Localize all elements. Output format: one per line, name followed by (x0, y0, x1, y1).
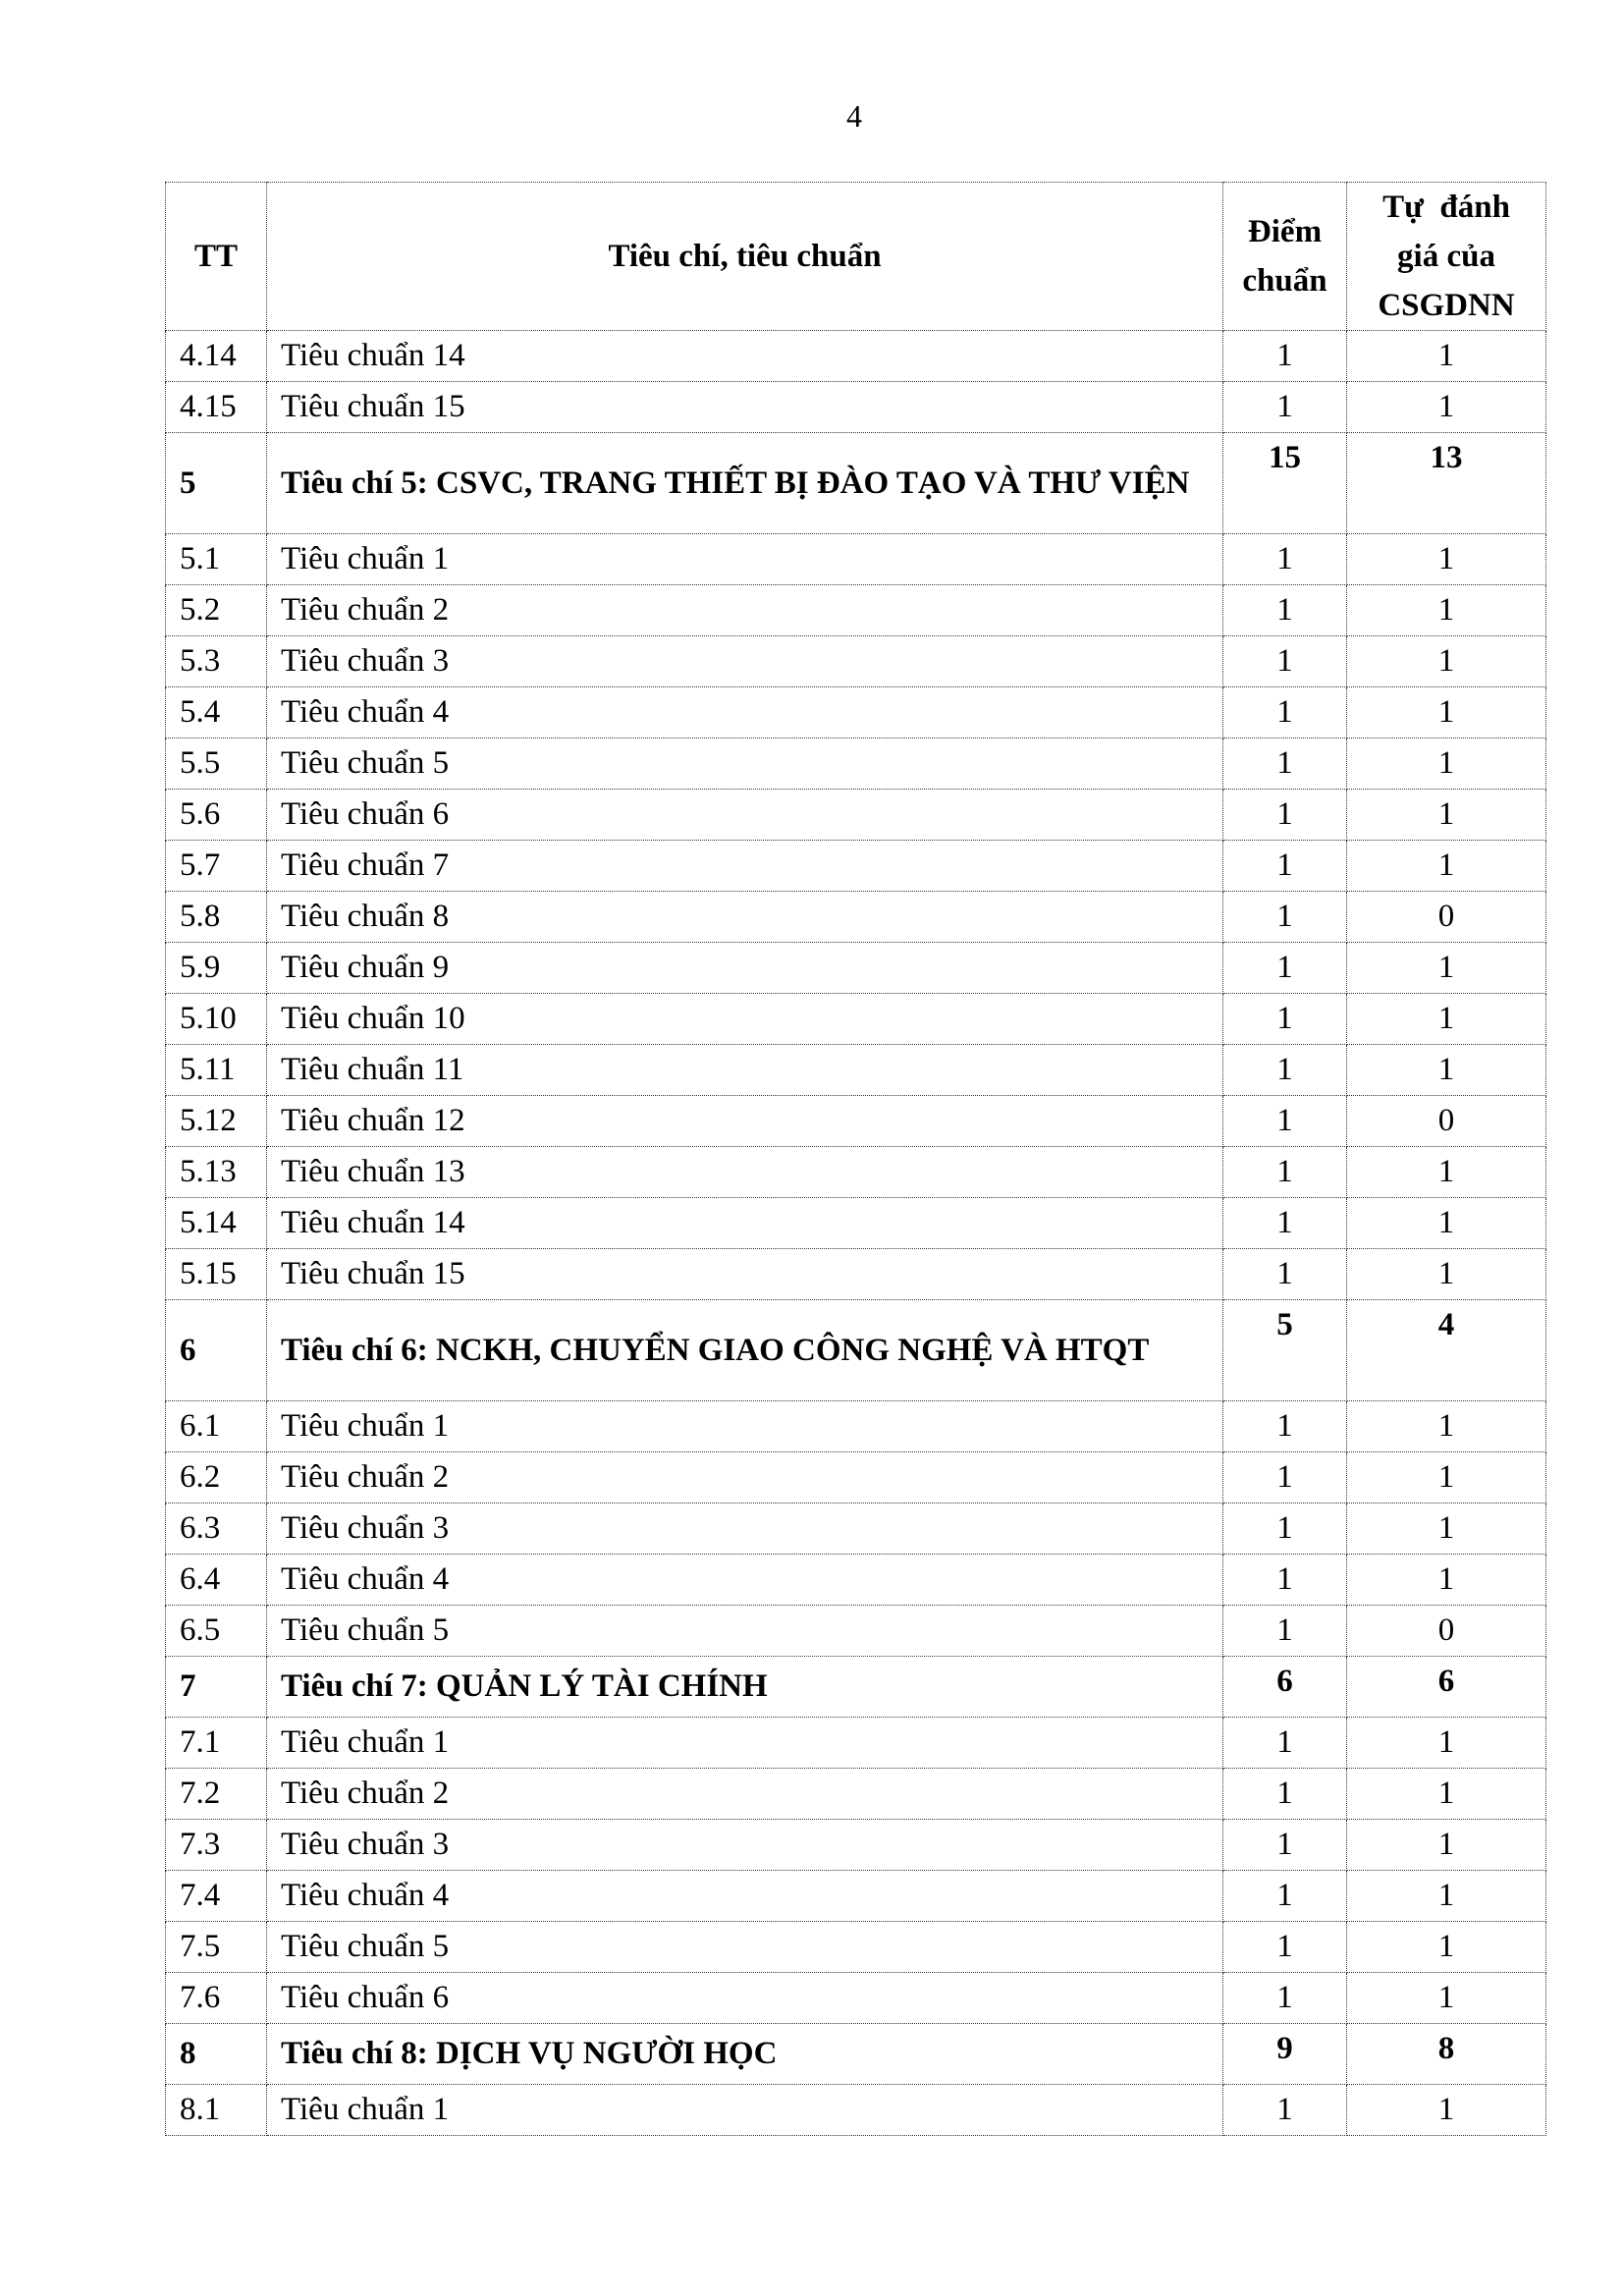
standard-row (166, 636, 1546, 687)
row-number: 5.8 (166, 892, 267, 943)
standard-row (166, 1096, 1546, 1147)
row-number: 6.2 (166, 1452, 267, 1503)
criterion-row (166, 2024, 1546, 2085)
row-number: 5.14 (166, 1198, 267, 1249)
row-number: 4.15 (166, 382, 267, 433)
row-title: Tiêu chí 8: DỊCH VỤ NGƯỜI HỌC (267, 2024, 1223, 2085)
row-title: Tiêu chuẩn 2 (267, 1452, 1223, 1503)
row-self-score: 1 (1347, 994, 1546, 1045)
row-standard-points: 1 (1223, 687, 1347, 738)
row-title: Tiêu chuẩn 14 (267, 331, 1223, 382)
row-title: Tiêu chuẩn 4 (267, 687, 1223, 738)
row-self-score: 1 (1347, 1401, 1546, 1452)
row-self-score: 1 (1347, 534, 1546, 585)
row-standard-points: 15 (1223, 433, 1347, 534)
row-self-score: 1 (1347, 738, 1546, 790)
row-title: Tiêu chuẩn 3 (267, 1503, 1223, 1555)
standard-row (166, 943, 1546, 994)
row-title: Tiêu chuẩn 7 (267, 841, 1223, 892)
header-self-line: CSGDNN (1378, 288, 1515, 323)
row-self-score: 1 (1347, 382, 1546, 433)
row-standard-points: 1 (1223, 1769, 1347, 1820)
standard-row (166, 687, 1546, 738)
row-number: 7.6 (166, 1973, 267, 2024)
row-self-score: 1 (1347, 1249, 1546, 1300)
row-number: 5.2 (166, 585, 267, 636)
row-number: 5.12 (166, 1096, 267, 1147)
row-title: Tiêu chuẩn 15 (267, 382, 1223, 433)
standard-row (166, 1147, 1546, 1198)
row-title: Tiêu chuẩn 2 (267, 1769, 1223, 1820)
row-self-score: 8 (1347, 2024, 1546, 2085)
standard-row (166, 331, 1546, 382)
row-number: 4.14 (166, 331, 267, 382)
row-self-score: 1 (1347, 585, 1546, 636)
standard-row (166, 1718, 1546, 1769)
row-number: 7.3 (166, 1820, 267, 1871)
row-number: 6.5 (166, 1606, 267, 1657)
header-points-line: chuẩn (1242, 263, 1327, 299)
row-standard-points: 1 (1223, 1045, 1347, 1096)
row-number: 5.3 (166, 636, 267, 687)
row-standard-points: 1 (1223, 382, 1347, 433)
standard-row (166, 738, 1546, 790)
row-self-score: 1 (1347, 2085, 1546, 2136)
criterion-row (166, 1300, 1546, 1401)
row-self-score: 0 (1347, 1606, 1546, 1657)
header-points-line: Điểm (1247, 214, 1323, 249)
row-standard-points: 1 (1223, 1198, 1347, 1249)
standard-row (166, 1401, 1546, 1452)
row-number: 7.1 (166, 1718, 267, 1769)
standard-row (166, 1871, 1546, 1922)
row-standard-points: 1 (1223, 1555, 1347, 1606)
row-standard-points: 1 (1223, 790, 1347, 841)
row-standard-points: 1 (1223, 1452, 1347, 1503)
standard-row (166, 841, 1546, 892)
row-standard-points: 1 (1223, 994, 1347, 1045)
row-title: Tiêu chí 6: NCKH, CHUYỂN GIAO CÔNG NGHỆ VÀ HTQT (267, 1300, 1223, 1401)
row-title: Tiêu chuẩn 3 (267, 636, 1223, 687)
row-number: 5.1 (166, 534, 267, 585)
header-criteria: Tiêu chí, tiêu chuẩn (267, 183, 1223, 331)
page-number: 4 (846, 98, 862, 134)
row-title: Tiêu chuẩn 5 (267, 1606, 1223, 1657)
row-number: 6.1 (166, 1401, 267, 1452)
row-number: 8 (166, 2024, 267, 2085)
standard-row (166, 790, 1546, 841)
row-title: Tiêu chuẩn 6 (267, 790, 1223, 841)
row-title: Tiêu chí 7: QUẢN LÝ TÀI CHÍNH (267, 1657, 1223, 1718)
row-number: 5 (166, 433, 267, 534)
row-title: Tiêu chuẩn 4 (267, 1871, 1223, 1922)
standard-row (166, 1503, 1546, 1555)
row-number: 7.2 (166, 1769, 267, 1820)
row-title: Tiêu chuẩn 5 (267, 1922, 1223, 1973)
row-title: Tiêu chuẩn 13 (267, 1147, 1223, 1198)
row-title: Tiêu chí 5: CSVC, TRANG THIẾT BỊ ĐÀO TẠO VÀ THƯ VIỆN (267, 433, 1223, 534)
row-number: 5.10 (166, 994, 267, 1045)
row-self-score: 1 (1347, 1147, 1546, 1198)
row-standard-points: 1 (1223, 892, 1347, 943)
row-standard-points: 1 (1223, 636, 1347, 687)
standard-row (166, 1769, 1546, 1820)
standard-row (166, 1973, 1546, 2024)
row-self-score: 1 (1347, 943, 1546, 994)
row-title: Tiêu chuẩn 10 (267, 994, 1223, 1045)
row-standard-points: 1 (1223, 534, 1347, 585)
row-self-score: 1 (1347, 841, 1546, 892)
standard-row (166, 1820, 1546, 1871)
row-title: Tiêu chuẩn 8 (267, 892, 1223, 943)
row-self-score: 1 (1347, 1555, 1546, 1606)
row-number: 7 (166, 1657, 267, 1718)
row-standard-points: 5 (1223, 1300, 1347, 1401)
row-number: 5.11 (166, 1045, 267, 1096)
criterion-row (166, 1657, 1546, 1718)
row-title: Tiêu chuẩn 15 (267, 1249, 1223, 1300)
standard-row (166, 1249, 1546, 1300)
row-self-score: 1 (1347, 1718, 1546, 1769)
row-standard-points: 6 (1223, 1657, 1347, 1718)
row-self-score: 0 (1347, 892, 1546, 943)
row-standard-points: 1 (1223, 1718, 1347, 1769)
row-standard-points: 1 (1223, 1096, 1347, 1147)
row-title: Tiêu chuẩn 9 (267, 943, 1223, 994)
row-title: Tiêu chuẩn 1 (267, 1718, 1223, 1769)
row-title: Tiêu chuẩn 14 (267, 1198, 1223, 1249)
row-standard-points: 1 (1223, 841, 1347, 892)
row-standard-points: 1 (1223, 1401, 1347, 1452)
row-standard-points: 1 (1223, 331, 1347, 382)
criterion-row (166, 433, 1546, 534)
standard-row (166, 1606, 1546, 1657)
row-title: Tiêu chuẩn 1 (267, 2085, 1223, 2136)
row-title: Tiêu chuẩn 3 (267, 1820, 1223, 1871)
row-number: 5.4 (166, 687, 267, 738)
row-number: 5.6 (166, 790, 267, 841)
row-standard-points: 1 (1223, 738, 1347, 790)
standard-row (166, 1198, 1546, 1249)
row-number: 5.5 (166, 738, 267, 790)
row-title: Tiêu chuẩn 4 (267, 1555, 1223, 1606)
header-self-line: Tự đánh (1382, 190, 1510, 225)
row-number: 6.4 (166, 1555, 267, 1606)
row-self-score: 1 (1347, 1503, 1546, 1555)
standard-row (166, 1452, 1546, 1503)
row-standard-points: 1 (1223, 1973, 1347, 2024)
row-self-score: 1 (1347, 1769, 1546, 1820)
row-standard-points: 9 (1223, 2024, 1347, 2085)
standard-row (166, 994, 1546, 1045)
row-number: 5.9 (166, 943, 267, 994)
row-self-score: 1 (1347, 331, 1546, 382)
row-standard-points: 1 (1223, 943, 1347, 994)
row-self-score: 1 (1347, 1871, 1546, 1922)
row-title: Tiêu chuẩn 1 (267, 1401, 1223, 1452)
row-self-score: 1 (1347, 1820, 1546, 1871)
row-title: Tiêu chuẩn 1 (267, 534, 1223, 585)
row-self-score: 0 (1347, 1096, 1546, 1147)
row-title: Tiêu chuẩn 12 (267, 1096, 1223, 1147)
row-standard-points: 1 (1223, 1871, 1347, 1922)
standard-row (166, 1555, 1546, 1606)
row-number: 7.4 (166, 1871, 267, 1922)
row-title: Tiêu chuẩn 5 (267, 738, 1223, 790)
row-number: 7.5 (166, 1922, 267, 1973)
standard-row (166, 585, 1546, 636)
header-tt: TT (166, 183, 267, 331)
row-standard-points: 1 (1223, 1503, 1347, 1555)
header-self-assessment (1347, 183, 1546, 331)
row-number: 5.7 (166, 841, 267, 892)
header-standard-points (1223, 183, 1347, 331)
row-standard-points: 1 (1223, 1606, 1347, 1657)
row-standard-points: 1 (1223, 585, 1347, 636)
row-standard-points: 1 (1223, 1147, 1347, 1198)
row-self-score: 1 (1347, 1922, 1546, 1973)
row-self-score: 1 (1347, 1452, 1546, 1503)
row-self-score: 1 (1347, 790, 1546, 841)
row-self-score: 4 (1347, 1300, 1546, 1401)
row-number: 5.15 (166, 1249, 267, 1300)
row-standard-points: 1 (1223, 1922, 1347, 1973)
row-number: 5.13 (166, 1147, 267, 1198)
row-title: Tiêu chuẩn 11 (267, 1045, 1223, 1096)
row-self-score: 13 (1347, 433, 1546, 534)
standard-row (166, 534, 1546, 585)
row-title: Tiêu chuẩn 2 (267, 585, 1223, 636)
row-standard-points: 1 (1223, 1249, 1347, 1300)
header-self-line: giá của (1397, 239, 1495, 274)
row-standard-points: 1 (1223, 2085, 1347, 2136)
row-number: 6.3 (166, 1503, 267, 1555)
standard-row (166, 892, 1546, 943)
row-number: 6 (166, 1300, 267, 1401)
criteria-score-table (165, 182, 1546, 2136)
row-self-score: 1 (1347, 1198, 1546, 1249)
row-self-score: 1 (1347, 1045, 1546, 1096)
standard-row (166, 1045, 1546, 1096)
row-title: Tiêu chuẩn 6 (267, 1973, 1223, 2024)
standard-row (166, 1922, 1546, 1973)
row-number: 8.1 (166, 2085, 267, 2136)
row-self-score: 6 (1347, 1657, 1546, 1718)
standard-row (166, 382, 1546, 433)
row-self-score: 1 (1347, 636, 1546, 687)
table-header-row (166, 183, 1546, 331)
row-standard-points: 1 (1223, 1820, 1347, 1871)
standard-row (166, 2085, 1546, 2136)
row-self-score: 1 (1347, 687, 1546, 738)
table-body (166, 331, 1546, 2136)
row-self-score: 1 (1347, 1973, 1546, 2024)
